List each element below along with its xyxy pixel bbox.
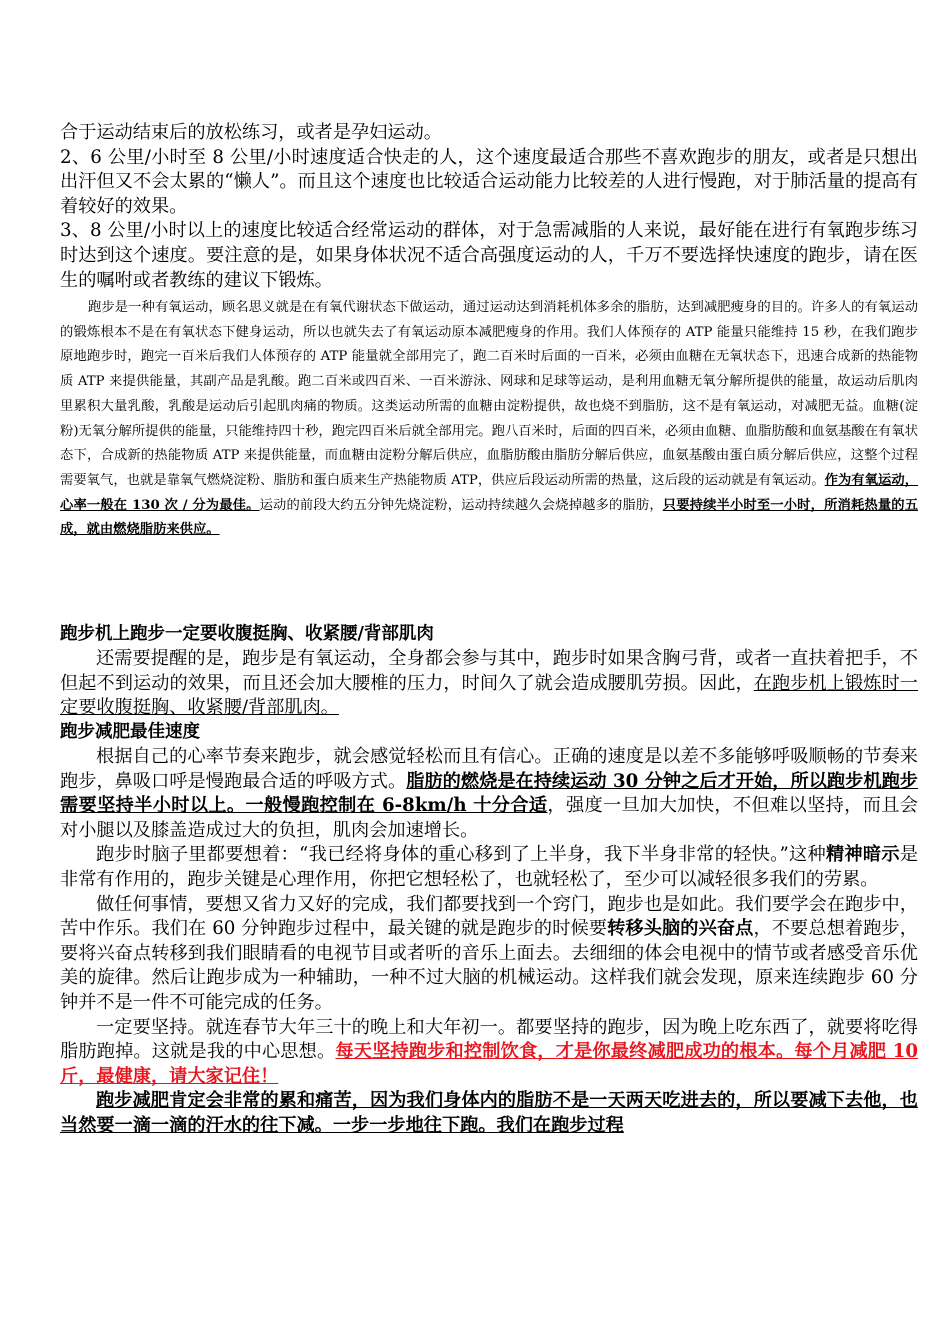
speed-paragraph-3 xyxy=(60,893,918,1016)
section-treadmill-posture xyxy=(60,622,918,721)
section-heading: 跑步减肥最佳速度 xyxy=(60,722,200,742)
section-heading: 跑步机上跑步一定要收腹挺胸、收紧腰/背部肌肉 xyxy=(60,624,434,644)
speed-paragraph-2 xyxy=(60,843,918,892)
aerobic-paragraph xyxy=(60,296,918,543)
focus-highlight: 转移头脑的兴奋点 xyxy=(607,918,754,940)
posture-text: 还需要提醒的是，跑步是有氧运动，全身都会参与其中，跑步时如果含胸弓背，或者一直扶着把手，不但起不到运动的效果，而且还会加大腰椎的压力，时间久了就会造成腰肌劳损。因此， xyxy=(60,648,918,694)
speed-item-3: 3、8 公里/小时以上的速度比较适合经常运动的群体，对于急需减脂的人来说，最好能在进行有氧跑步练习时达到这个速度。要注意的是，如果身体状况不适合高强度运动的人，千万不要选择快速度的跑步，请在医生的嘱咐或者教练的建议下锻炼。 xyxy=(60,220,918,291)
speed-paragraph-5: 跑步减肥肯定会非常的累和痛苦，因为我们身体内的脂肪不是一天两天吃进去的，所以要减下去他，也当然要一滴一滴的汗水的往下减。一步一步地往下跑。我们在跑步过程 xyxy=(60,1090,918,1136)
focus-text-rest: ，不要总想着跑步，要将兴奋点转移到我们眼睛看的电视节目或者听的音乐上面去。去细细的体会电视中的情节或者感受音乐优美的旋律。然后让跑步成为一种辅助，一种不过大脑的机械运动。这样我们就会发现，原来连续跑步 60 分钟并不是一件不可能完成的任务。 xyxy=(60,918,918,1013)
mind-text: 跑步时脑子里都要想着：“我已经将身体的重心移到了上半身，我下半身非常的轻快。”这种 xyxy=(96,844,826,866)
aerobic-text-2: 运动的前段大约五分钟先烧淀粉，运动持续越久会烧掉越多的脂肪， xyxy=(259,497,663,513)
aerobic-heart-rate-note: 作为有氧运动，心率一般在 130 次 / 分为最佳。 xyxy=(60,472,919,513)
aerobic-fat-note: 只要持续半小时至一小时，所消耗热量的五成，就由燃烧脂肪来供应。 xyxy=(60,497,919,538)
section-paragraph xyxy=(60,647,918,721)
mind-highlight: 精神暗示 xyxy=(825,844,900,866)
mind-text-rest: 是非常有作用的，跑步关键是心理作用，你把它想轻松了，也就轻松了，至少可以减轻很多我们的劳累。 xyxy=(60,844,918,890)
speed-item-2: 2、6 公里/小时至 8 公里/小时速度适合快走的人，这个速度最适合那些不喜欢跑步的朋友，或者是只想出出汗但又不会太累的“懒人”。而且这个速度也比较适合运动能力比较差的人进行慢跑，对于肺活量的提高有着较好的效果。 xyxy=(60,146,918,217)
persist-red-highlight: 每天坚持跑步和控制饮食，才是你最终减肥成功的根本。每个月减肥 10 斤，最健康，请大家记住！ xyxy=(60,1041,918,1087)
focus-text: 做任何事情，要想又省力又好的完成，我们都要找到一个窍门，跑步也是如此。我们要学会在跑步中，苦中作乐。我们在 60 分钟跑步过程中，最关键的就是跑步的时候要 xyxy=(60,893,918,940)
persist-text: 一定要坚持。就连春节大年三十的晚上和大年初一。都要坚持的跑步，因为晚上吃东西了，就要将吃得脂肪跑掉。这就是我的中心思想。 xyxy=(60,1016,918,1063)
speed-text-rest: ，强度一旦加大加快，不但难以坚持，而且会对小腿以及膝盖造成过大的负担，肌肉会加速增长。 xyxy=(60,795,918,841)
speed-text: 根据自己的心率节奏来跑步，就会感觉轻松而且有信心。正确的速度是以差不多能够呼吸顺畅的节奏来跑步，鼻吸口呼是慢跑最合适的呼吸方式。 xyxy=(60,746,918,792)
posture-underlined: 在跑步机上锻炼时一定要收腹挺胸、收紧腰/背部肌肉。 xyxy=(60,672,918,719)
intro-line: 合于运动结束后的放松练习，或者是孕妇运动。 xyxy=(60,122,442,143)
speed-paragraph-4 xyxy=(60,1016,918,1090)
section-best-speed xyxy=(60,720,918,1139)
intro-block xyxy=(60,121,918,293)
aerobic-text: 跑步是一种有氧运动，顾名思义就是在有氧代谢状态下做运动，通过运动达到消耗机体多余的脂肪，达到减肥瘦身的目的。许多人的有氧运动的锻炼根本不是在有氧状态下健身运动，所以也就失去了有氧运动原本减肥瘦身的作用。我们人体预存的 ATP 能量只能维持 15 秒，在我们跑步原地跑步时，跑完一百米后我们人体预存的 ATP 能量就全部用完了，跑二百米时后面的一百米，必须由血糖在无氧状态下，迅速合成新的热能物质 ATP 来提供能量，其副产品是乳酸。跑二百米或四百米、一百米游泳、网球和足球等运动，是利用血糖无氧分解所提供的能量，故运动后肌肉里累积大量乳酸，乳酸是运动后引起肌肉痛的物质。这类运动所需的血糖由淀粉提供，故也烧不到脂肪，这不是有氧运动，对减肥无益。血糖(淀粉)无氧分解所提供的能量，只能维持四十秒，跑完四百米后就全部用完。跑八百米时，后面的四百米，必须由血糖、血脂肪酸和血氨基酸在有氧状态下，合成新的热能物质 ATP 来提供能量，而血糖由淀粉分解后供应，血脂肪酸由脂肪分解后供应，血氨基酸由蛋白质分解后供应，这整个过程需要氧气，也就是靠氧气燃烧淀粉、脂肪和蛋白质来生产热能物质 ATP，供应后段运动所需的热量，这后段的运动就是有氧运动。 xyxy=(60,300,918,488)
speed-paragraph-1 xyxy=(60,745,918,843)
speed-highlight: 脂肪的燃烧是在持续运动 30 分钟之后才开始，所以跑步机跑步需要坚持半小时以上。一般慢跑控制在 6-8km/h 十分合适 xyxy=(60,770,918,817)
